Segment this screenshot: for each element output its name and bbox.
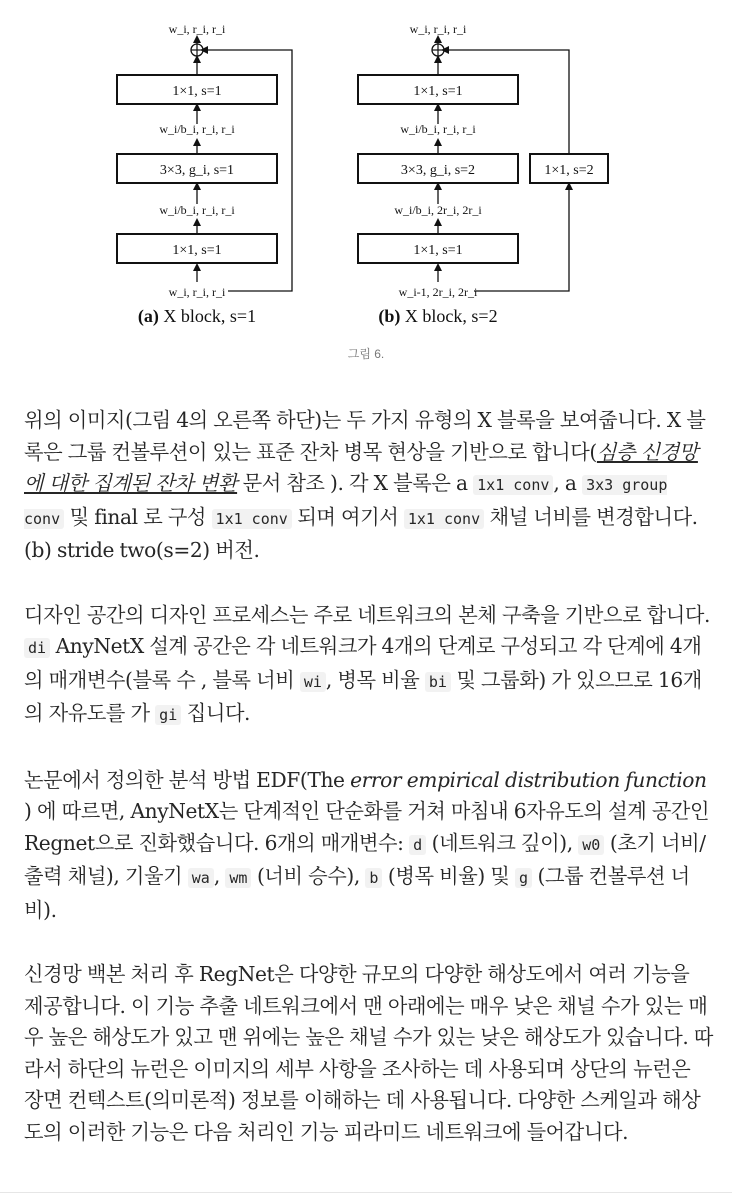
inline-code: gi xyxy=(155,705,181,725)
block-b-group-conv-label: 3×3, g_i, s=2 xyxy=(400,163,476,178)
figure-caption: 그림 6. xyxy=(347,347,385,361)
block-b-caption: (b) X block, s=2 xyxy=(378,306,498,326)
block-b-between-top-label: w_i/b_i, r_i, r_i xyxy=(400,122,476,136)
block-a xyxy=(117,22,292,327)
block-a-between-bottom-label: w_i/b_i, r_i, r_i xyxy=(159,203,235,217)
block-b-between-bottom-label: w_i/b_i, 2r_i, 2r_i xyxy=(394,203,482,217)
paragraph-backbone: 신경망 백본 처리 후 RegNet은 다양한 규모의 다양한 해상도에서 여러 기능을 제공합니다. 이 기능 추출 네트워크에서 맨 아래에는 매우 낮은 채널 수가 있는 매우 높은 해상도가 있고 맨 위에는 높은 채널 수가 있는 낮은 해상도가 있습니다. 따라서 하단의 뉴런은 이미지의 세부 사항을 조사하는 데 사용되며 상단의 뉴런은 장면 컨텍스트(의미론적) 정보를 이해하는 데 사용됩니다. 다양한 스케일과 해상도의 이러한 기능은 다음 처리인 기능 피라미드 네트워크에 들어갑니다. xyxy=(24,962,713,1144)
inline-code: d xyxy=(409,835,426,855)
paragraph-edf-regnet: 논문에서 정의한 분석 방법 EDF(The error empirical distribution function ) 에 따르면, AnyNetX는 단계적인 단순화를 거쳐 마침내 6자유도의 설계 공간인 Regnet으로 진화했습니다. 6개의 매개변수: d (네트워크 깊이), w0 (초기 너비/출력 채널), 기울기 wa , wm (너비 승수), b (병목 비율) 및 g (그룹 컨볼루션 너비). xyxy=(24,767,710,922)
block-a-group-conv-label: 3×3, g_i, s=1 xyxy=(159,163,235,178)
block-a-top-label: w_i, r_i, r_i xyxy=(168,22,226,36)
inline-code: di xyxy=(24,638,50,658)
inline-code: wi xyxy=(300,672,326,692)
divider xyxy=(0,1192,732,1193)
x-block-diagram xyxy=(0,0,732,340)
inline-code: 1x1 conv xyxy=(212,509,292,529)
inline-code: 1x1 conv xyxy=(473,475,553,495)
block-b-shortcut-conv-label: 1×1, s=2 xyxy=(544,163,594,178)
article-body xyxy=(24,405,714,1181)
block-a-bottom-conv-label: 1×1, s=1 xyxy=(172,243,222,258)
inline-code: b xyxy=(365,868,382,888)
inline-code: w0 xyxy=(578,835,604,855)
block-a-top-conv-label: 1×1, s=1 xyxy=(172,84,222,99)
block-a-bottom-label: w_i, r_i, r_i xyxy=(168,285,226,299)
block-b xyxy=(358,22,608,327)
inline-code: wm xyxy=(225,868,251,888)
inline-code: bi xyxy=(425,672,451,692)
paragraph-x-block: 위의 이미지(그림 4의 오른쪽 하단)는 두 가지 유형의 X 블록을 보여줍니다. X 블록은 그룹 컨볼루션이 있는 표준 잔차 병목 현상을 기반으로 합니다(심층 신경망에 대한 집계된 잔차 변환 문서 참조 ). 각 X 블록은 a 1x1 conv , a 3x3 group conv 및 final 로 구성 1x1 conv 되며 여기서 1x1 conv 채널 너비를 변경합니다. (b) stride two(s=2) 버전. xyxy=(24,408,706,562)
block-b-bottom-label: w_i-1, 2r_i, 2r_i xyxy=(398,285,478,299)
figure-x-blocks xyxy=(0,0,732,370)
block-b-top-conv-label: 1×1, s=1 xyxy=(413,84,463,99)
block-a-between-top-label: w_i/b_i, r_i, r_i xyxy=(159,122,235,136)
inline-code: g xyxy=(515,868,532,888)
block-b-top-label: w_i, r_i, r_i xyxy=(409,22,467,36)
block-a-caption: (a) X block, s=1 xyxy=(137,306,257,326)
aggregated-residual-paper-link[interactable]: 심층 신경망에 대한 집계된 잔차 변환 xyxy=(24,439,698,495)
inline-code: 3x3 group conv xyxy=(24,476,668,528)
inline-code: 1x1 conv xyxy=(404,509,484,529)
paragraph-design-space: 디자인 공간의 디자인 프로세스는 주로 네트워크의 본체 구축을 기반으로 합니다. di AnyNetX 설계 공간은 각 네트워크가 4개의 단계로 구성되고 각 단계에 4개의 매개변수(블록 수 , 블록 너비 wi , 병목 비율 bi 및 그룹화) 가 있으므로 16개의 자유도를 가 gi 집니다. xyxy=(24,602,711,725)
inline-code: wa xyxy=(188,868,214,888)
block-b-bottom-conv-label: 1×1, s=1 xyxy=(413,243,463,258)
